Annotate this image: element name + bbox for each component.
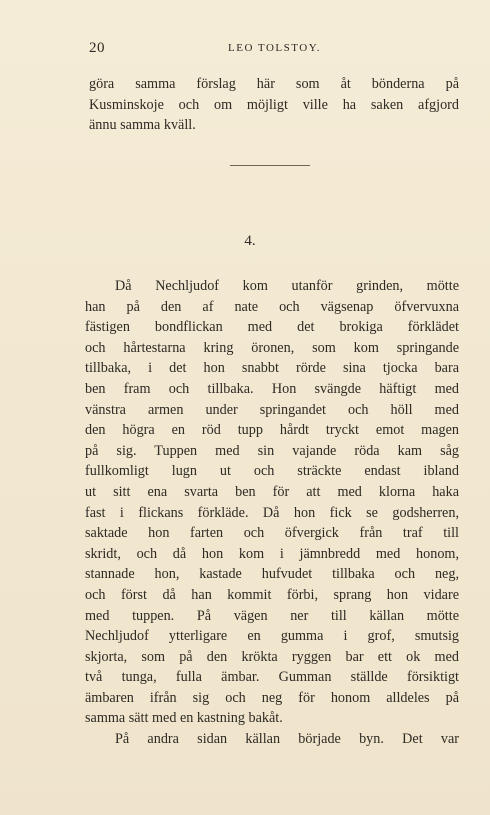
text-line: skjorta, som på den krökta ryggen bar ett ok med <box>85 648 459 665</box>
text-line: fullkomligt lugn ut och sträckte endast ibland <box>85 463 459 480</box>
text-line: Nechljudof ytterligare en gumma i grof, smutsig <box>85 628 459 645</box>
text-line: tillbaka, i det hon snabbt rörde sina tjocka bara <box>85 360 459 377</box>
text-line: vänstra armen under springandet och höll med <box>85 401 459 418</box>
text-line: och hårtestarna kring öronen, som kom springande <box>85 339 459 356</box>
text-line: göra samma förslag här som åt bönderna på <box>89 76 459 92</box>
text-line: han på den af nate och vägsenap öfvervuxna <box>85 298 459 315</box>
text-line: stannade hon, kastade hufvudet tillbaka och neg, <box>85 566 459 583</box>
text-line: Kusminskoje och om möjligt ville ha saken afgjord <box>89 96 459 113</box>
page-number: 20 <box>89 40 105 56</box>
text-line: På andra sidan källan började byn. Det var <box>115 731 459 748</box>
text-line: ut sitt ena svarta ben för att med klorna haka <box>85 483 459 500</box>
section-heading: 4. <box>244 233 256 249</box>
continued-paragraph <box>89 74 459 136</box>
text-line: samma sätt med en kastning bakåt. <box>85 710 283 727</box>
text-line: den högra en röd tupp hårdt tryckt emot magen <box>85 422 459 439</box>
text-line: med tuppen. På vägen ner till källan mötte <box>85 607 459 624</box>
text-line: Då Nechljudof kom utanför grinden, mötte <box>115 278 459 294</box>
section-body <box>85 276 459 750</box>
text-line: ämbaren ifrån sig och neg för honom alldeles på <box>85 689 459 706</box>
text-line: saktade hon farten och öfvergick från traf till <box>85 525 459 542</box>
text-line: på sig. Tuppen med sin vajande röda kam såg <box>85 442 459 459</box>
text-line: skridt, och då hon kom i jämnbredd med honom, <box>85 545 459 562</box>
section-divider <box>230 165 310 166</box>
text-line: två tunga, fulla ämbar. Gumman ställde försiktigt <box>85 669 459 686</box>
text-line: ben fram och tillbaka. Hon svängde häftigt med <box>85 380 459 397</box>
text-line: fast i flickans förkläde. Då hon fick se godsherren, <box>85 504 459 521</box>
text-line: fästigen bondflickan med det brokiga förklädet <box>85 319 459 336</box>
text-line: ännu samma kväll. <box>89 117 196 133</box>
text-line: och först då han kommit förbi, sprang hon vidare <box>85 586 459 603</box>
running-head: LEO TOLSTOY. <box>228 42 321 54</box>
